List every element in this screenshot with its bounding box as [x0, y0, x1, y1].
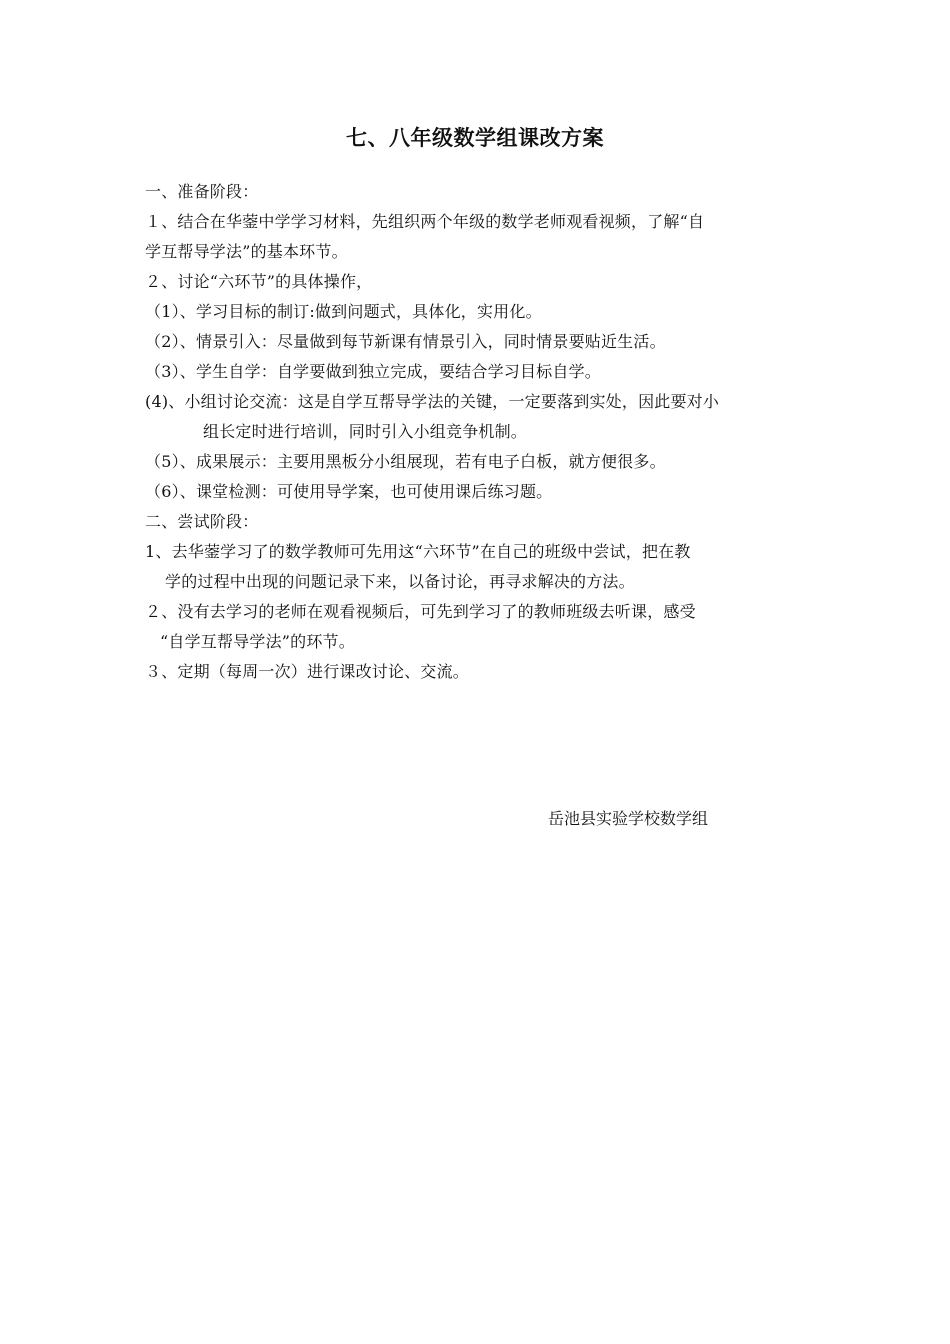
signature: 岳池县实验学校数学组 [548, 809, 709, 828]
list-item: （5）、成果展示：主要用黑板分小组展现，若有电子白板，就方便很多。 [145, 452, 666, 471]
paragraph-line: “自学互帮导学法”的环节。 [160, 632, 355, 651]
list-item: (4)、小组讨论交流：这是自学互帮导学法的关键，一定要落到实处，因此要对小 [145, 392, 720, 411]
section-heading-trial: 二、尝试阶段： [145, 512, 259, 531]
document-title: 七、八年级数学组课改方案 [346, 126, 604, 150]
paragraph-line: ２、没有去学习的老师在观看视频后，可先到学习了的教师班级去听课，感受 [145, 602, 696, 621]
list-item: （2）、情景引入：尽量做到每节新课有情景引入，同时情景要贴近生活。 [145, 332, 666, 351]
section-heading-preparation: 一、准备阶段： [145, 182, 259, 201]
list-item-continuation: 组长定时进行培训，同时引入小组竞争机制。 [203, 422, 528, 441]
paragraph-line: 学互帮导学法”的基本环节。 [145, 242, 348, 261]
paragraph-line: 1、去华蓥学习了的数学教师可先用这“六环节”在自己的班级中尝试，把在教 [145, 542, 691, 561]
paragraph-line: 学的过程中出现的问题记录下来，以备讨论，再寻求解决的方法。 [165, 572, 635, 591]
list-item: （6）、课堂检测：可使用导学案，也可使用课后练习题。 [145, 482, 553, 501]
list-item: （1）、学习目标的制订:做到问题式，具体化，实用化。 [145, 302, 542, 321]
paragraph-line: １、结合在华蓥中学学习材料，先组织两个年级的数学老师观看视频，了解“自 [145, 212, 705, 231]
paragraph-line: ３、定期（每周一次）进行课改讨论、交流。 [145, 662, 470, 681]
paragraph-line: ２、讨论“六环节”的具体操作， [145, 272, 373, 291]
list-item: （3）、学生自学：自学要做到独立完成，要结合学习目标自学。 [145, 362, 601, 381]
